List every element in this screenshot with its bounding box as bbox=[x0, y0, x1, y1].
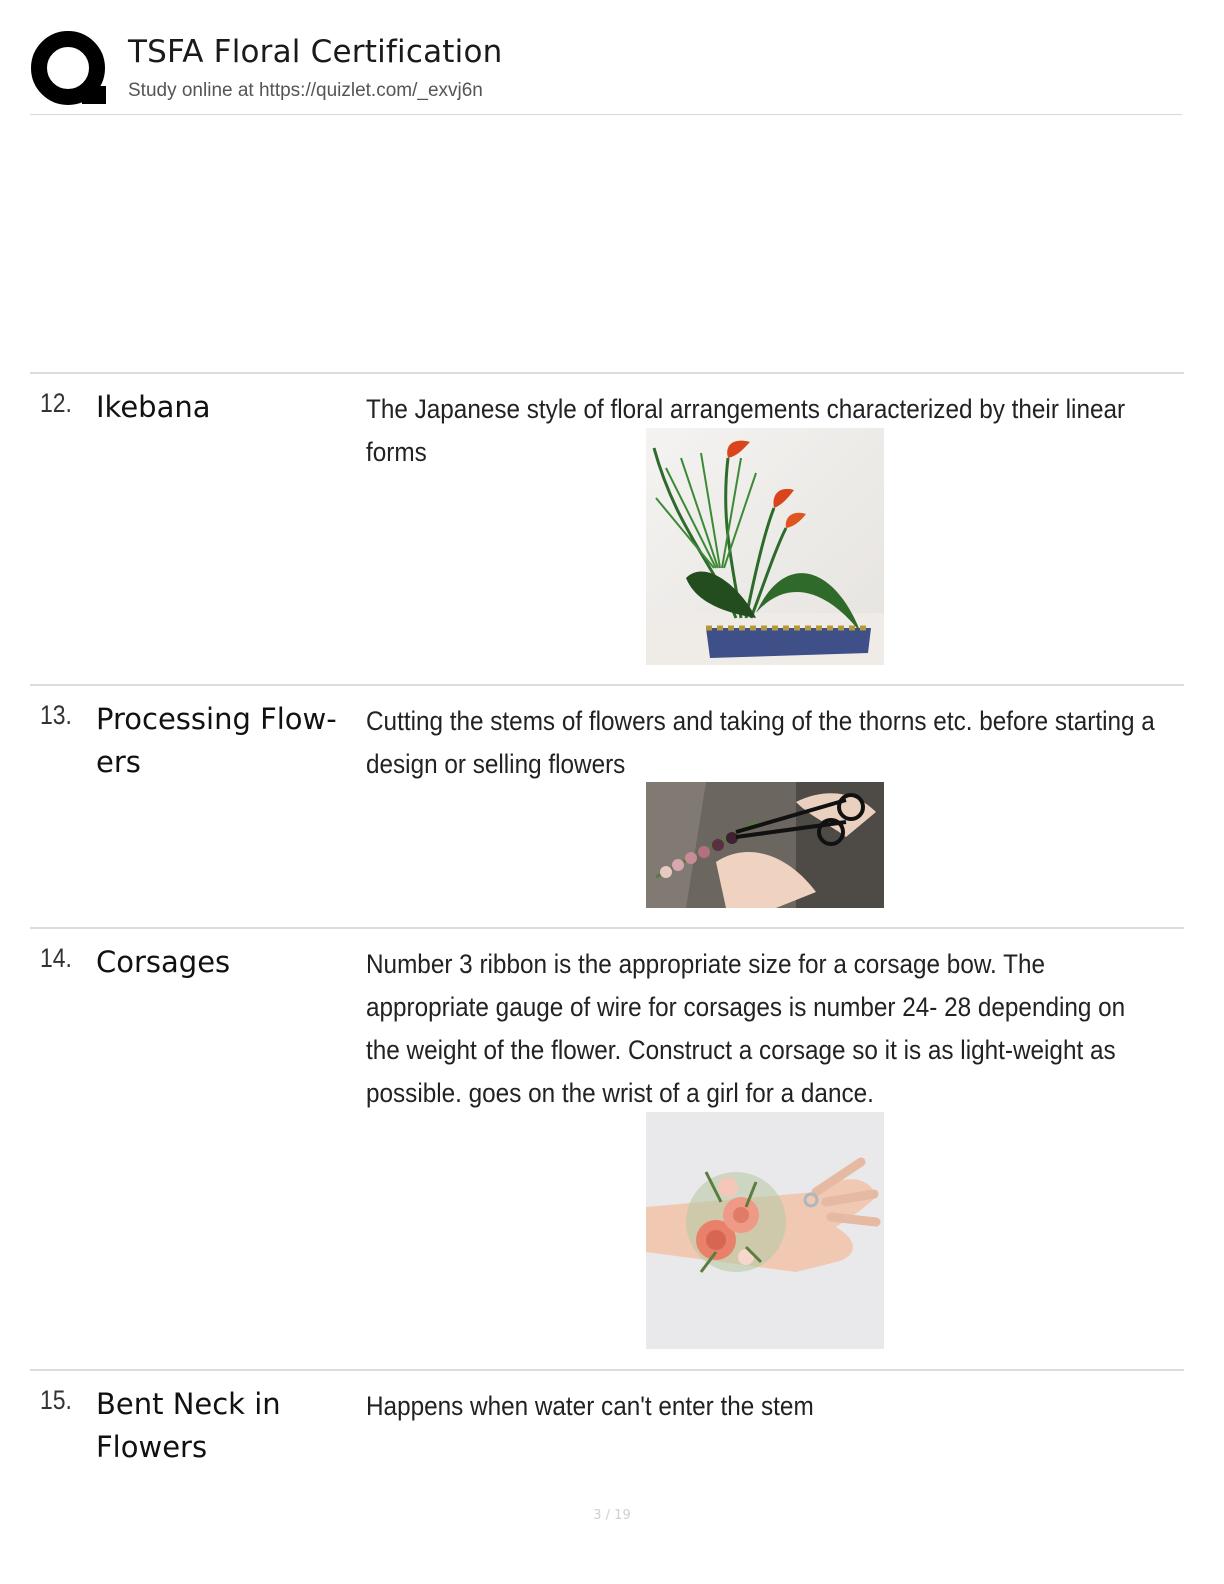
flashcard-12 bbox=[30, 388, 1184, 673]
card-definition: The Japanese style of floral arrangements characterized by their linear forms bbox=[366, 394, 1126, 467]
wrist-corsage-image bbox=[646, 1112, 884, 1349]
flower-cutting-image bbox=[646, 782, 884, 908]
flashcard-13 bbox=[30, 700, 1184, 910]
card-number: 14. bbox=[40, 943, 72, 973]
card-term-line: ers bbox=[96, 745, 141, 779]
card-term-line: Bent Neck in bbox=[96, 1387, 281, 1421]
card-term: Ikebana bbox=[96, 390, 211, 424]
quizlet-logo-icon bbox=[30, 30, 110, 110]
flashcard-14 bbox=[30, 943, 1184, 1353]
card-divider bbox=[30, 684, 1184, 686]
card-number: 13. bbox=[40, 700, 72, 730]
page-title: TSFA Floral Certification bbox=[128, 34, 503, 70]
card-definition: Number 3 ribbon is the appropriate size for a corsage bow. The appropriate gauge of wire for corsages is number 24- 28 depending on the weight of the flower. Construct a corsage so it is as light-weight as possible. goes on the wrist of a girl for a dance. bbox=[366, 949, 1126, 1108]
ikebana-arrangement-image bbox=[646, 428, 884, 665]
card-number: 15. bbox=[40, 1385, 72, 1415]
card-number: 12. bbox=[40, 388, 72, 418]
card-term-line: Flowers bbox=[96, 1430, 208, 1464]
flashcard-15 bbox=[30, 1385, 1184, 1485]
page-header bbox=[30, 28, 1182, 115]
page-number: 3 / 19 bbox=[593, 1508, 631, 1523]
card-term bbox=[96, 698, 356, 784]
study-link[interactable]: Study online at https://quizlet.com/_exvj6n bbox=[128, 80, 483, 101]
card-divider bbox=[30, 927, 1184, 929]
card-term: Corsages bbox=[96, 945, 231, 979]
card-term bbox=[96, 1383, 356, 1469]
card-divider bbox=[30, 372, 1184, 374]
card-definition: Cutting the stems of flowers and taking of the thorns etc. before starting a design or selling flowers bbox=[366, 706, 1155, 779]
card-definition: Happens when water can't enter the stem bbox=[366, 1391, 814, 1421]
card-divider bbox=[30, 1369, 1184, 1371]
card-term-line: Processing Flow- bbox=[96, 702, 337, 736]
